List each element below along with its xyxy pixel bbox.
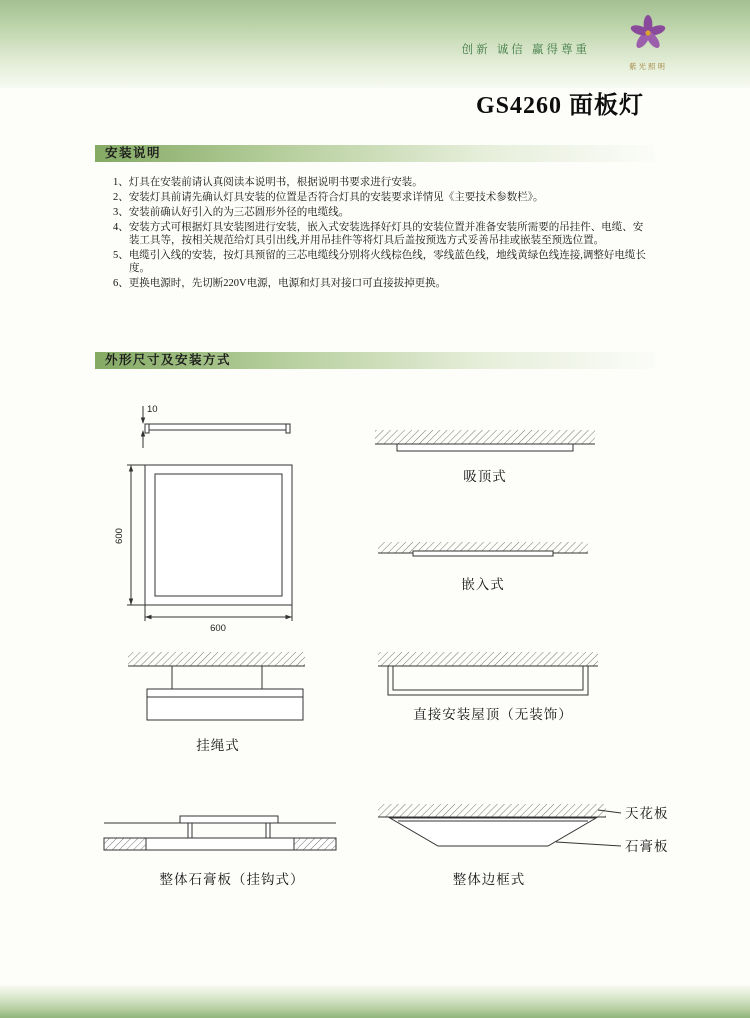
direct-roof-mount-label: 直接安装屋顶（无装饰） <box>413 707 573 722</box>
company-logo <box>618 15 678 72</box>
ceiling-hatch <box>378 652 598 666</box>
page-header-band <box>0 0 750 88</box>
gypsum-hook-mount-drawing <box>104 816 336 887</box>
instruction-item-1: 1、灯具在安装前请认真阅读本说明书，根据说明书要求进行安装。 <box>113 177 423 188</box>
ceiling-hatch <box>378 804 606 817</box>
instruction-item-3: 3、安装前确认好引入的为三芯圆形外径的电缆线。 <box>113 206 350 218</box>
panel-side-profile-drawing <box>141 404 290 448</box>
recessed-mount-label: 嵌入式 <box>461 577 505 592</box>
height-dimension-label: 600 <box>114 528 125 544</box>
logo-text: 紫光照明 <box>629 62 667 71</box>
frame-mount-label: 整体边框式 <box>452 872 526 887</box>
instruction-list <box>113 176 647 292</box>
flower-logo-icon <box>630 15 666 55</box>
ceiling-hatch <box>128 652 305 666</box>
product-title: GS4260 面板灯 <box>475 93 644 119</box>
recessed-mount-drawing <box>378 542 588 592</box>
ceiling-hatch <box>375 430 595 444</box>
gypsum-board-callout: 石膏板 <box>625 839 669 854</box>
page-footer-band <box>0 985 750 1018</box>
gypsum-hatch-left <box>104 838 146 850</box>
ceiling-board-callout: 天花板 <box>625 806 669 821</box>
ceiling-mount-label: 吸顶式 <box>463 469 507 484</box>
rope-hanging-label: 挂绳式 <box>196 738 240 753</box>
frame-mount-drawing <box>378 804 669 887</box>
instruction-item-6: 6、更换电源时，先切断220V电源，电源和灯具对接口可直接拔掉更换。 <box>113 278 447 290</box>
instruction-item-2: 2、安装灯具前请先确认灯具安装的位置是否符合灯具的安装要求详情见《主要技术参数栏》。 <box>113 191 544 203</box>
section-heading-dimensions-label: 外形尺寸及安装方式 <box>105 353 232 367</box>
technical-drawings <box>0 380 750 970</box>
thickness-dimension-label: 10 <box>147 404 158 415</box>
section-heading-install-label: 安装说明 <box>105 146 162 160</box>
instruction-item-4: 4、安装方式可根据灯具安装图进行安装，嵌入式安装选择好灯具的安装位置并准备安装所需要的吊挂件、电缆、安装工具等，按相关规范给灯具引出线,并用吊挂件等将灯具后盖按预选方式妥善吊挂或嵌装至预选位置。 <box>113 221 644 247</box>
instruction-item-5: 5、电缆引入线的安装，按灯具预留的三芯电缆线分别将火线棕色线，零线蓝色线，地线黄绿色线连接,调整好电缆长度。 <box>113 250 646 275</box>
gypsum-hatch-right <box>294 838 336 850</box>
direct-roof-mount-drawing <box>378 652 598 722</box>
rope-hanging-drawing <box>128 652 305 753</box>
section-heading-dimensions <box>95 352 655 369</box>
company-slogan: 创新 诚信 赢得尊重 <box>461 44 590 56</box>
section-heading-install <box>95 145 655 162</box>
width-dimension-label: 600 <box>210 623 226 634</box>
gypsum-hook-mount-label: 整体石膏板（挂钩式） <box>159 872 305 887</box>
panel-front-dimension-drawing <box>114 465 292 634</box>
ceiling-mount-drawing <box>375 430 595 484</box>
